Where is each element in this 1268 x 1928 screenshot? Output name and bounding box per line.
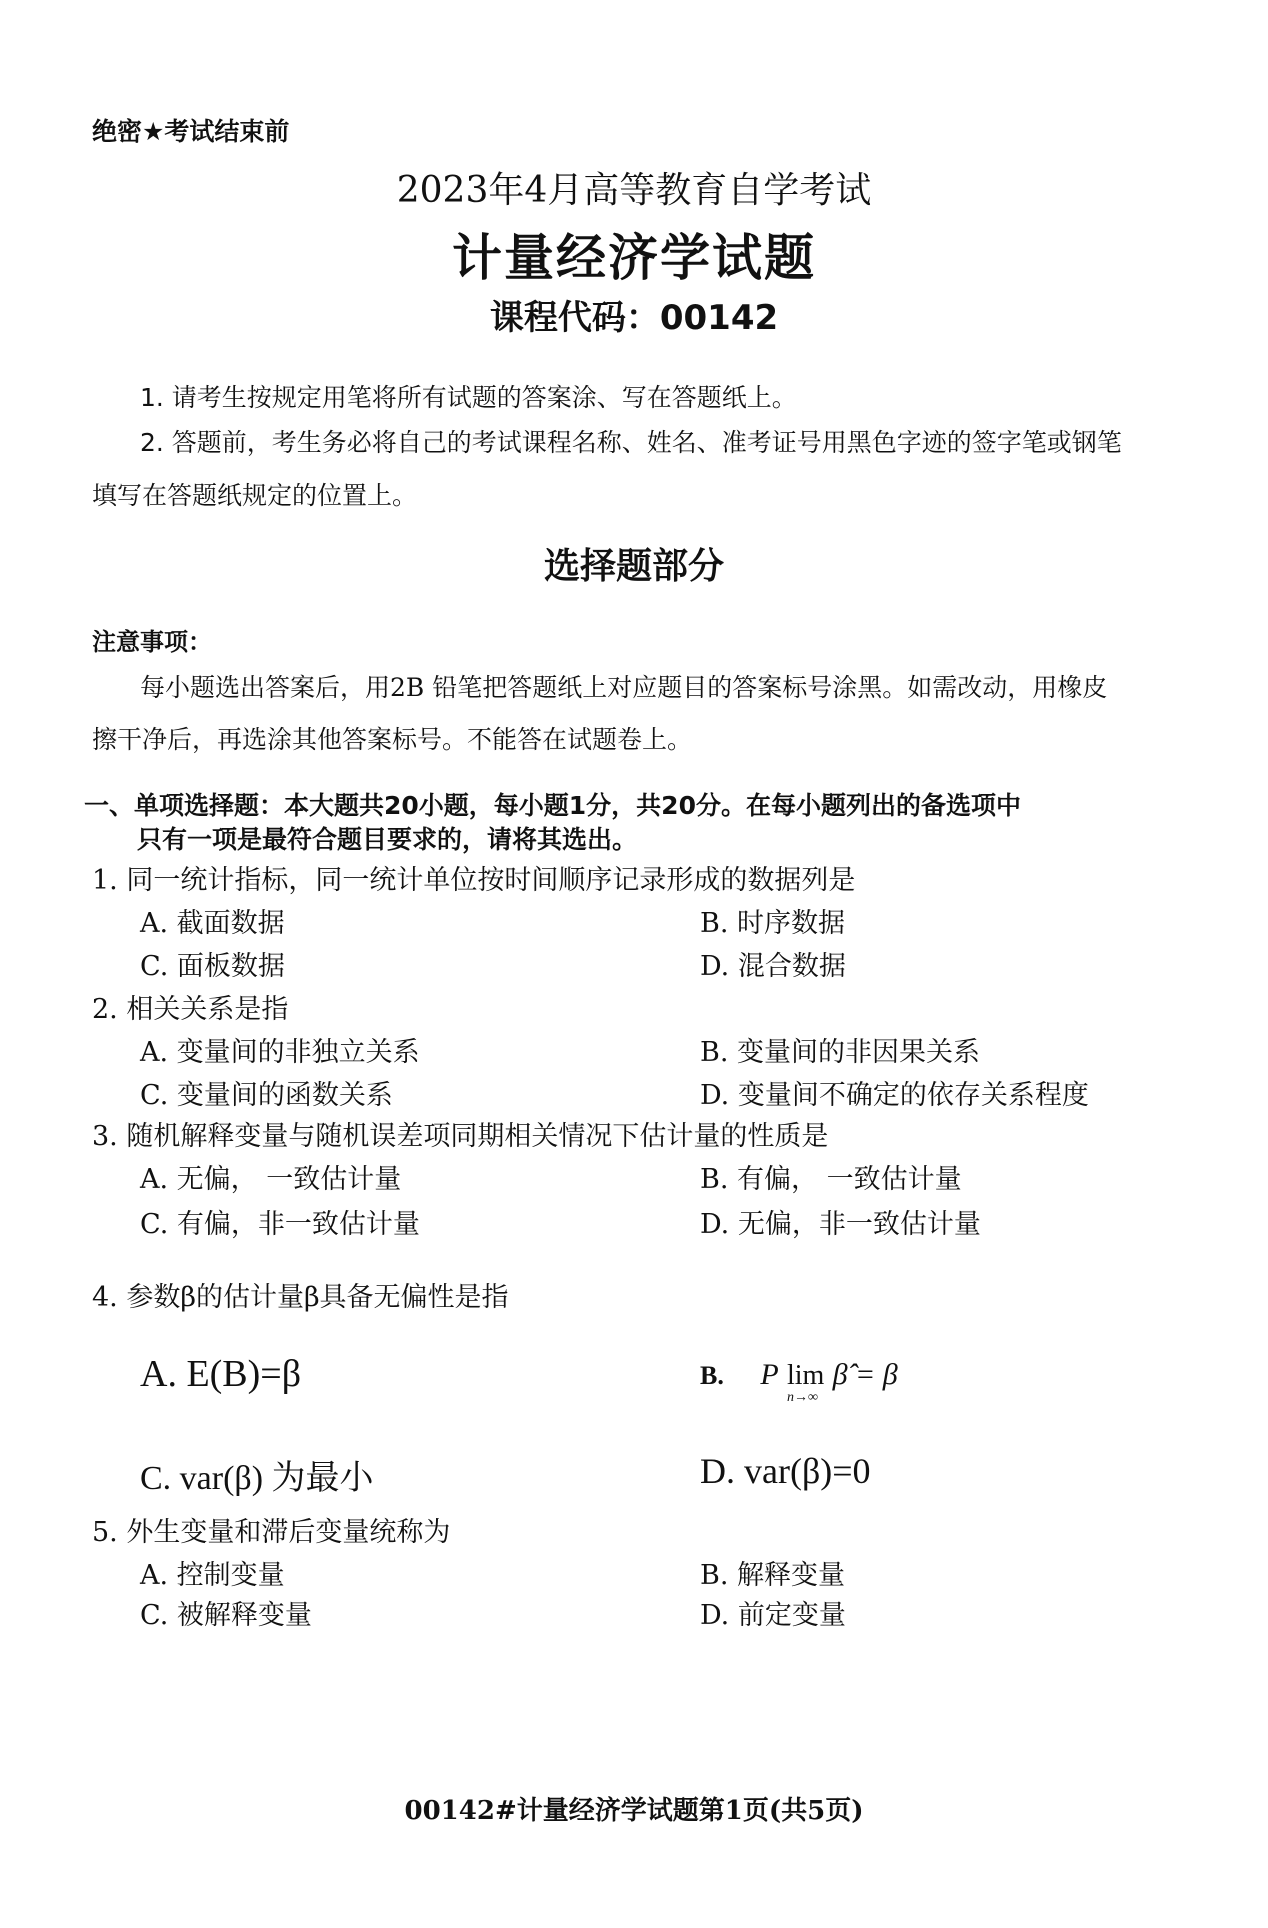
limit-subscript: n→∞ [786, 1390, 818, 1405]
question-3-option-d: D. 无偏，非一致估计量 [700, 1209, 981, 1240]
question-1-option-a: A. 截面数据 [140, 908, 285, 939]
question-4-option-a: A. E(B)=β [140, 1353, 302, 1395]
part1-heading-line1: 一、单项选择题：本大题共20小题，每小题1分，共20分。在每小题列出的备选项中 [84, 791, 1021, 820]
question-4-option-c: C. var(β) 为最小 [140, 1460, 374, 1497]
notice-line-1: 每小题选出答案后，用2B 铅笔把答题纸上对应题目的答案标号涂黑。如需改动，用橡皮 [140, 673, 1108, 702]
question-3-option-c: C. 有偏，非一致估计量 [140, 1209, 420, 1240]
option-b-label: B. [700, 1361, 724, 1390]
question-3-option-b: B. 有偏， 一致估计量 [700, 1164, 962, 1195]
course-code: 课程代码：00142 [489, 298, 779, 338]
instruction-2: 2. 答题前，考生务必将自己的考试课程名称、姓名、准考证号用黑色字迹的签字笔或钢笔 [140, 428, 1122, 457]
notice-line-2: 擦干净后，再选涂其他答案标号。不能答在试题卷上。 [92, 725, 693, 754]
question-1-option-d: D. 混合数据 [700, 951, 846, 982]
instruction-1: 1. 请考生按规定用笔将所有试题的答案涂、写在答题纸上。 [140, 383, 797, 412]
limit-expression: β̂ = β [832, 1358, 898, 1391]
question-5-stem: 5. 外生变量和滞后变量统称为 [92, 1517, 451, 1548]
question-5-option-c: C. 被解释变量 [140, 1600, 312, 1631]
question-1-stem: 1. 同一统计指标，同一统计单位按时间顺序记录形成的数据列是 [92, 865, 856, 896]
question-3-option-a: A. 无偏， 一致估计量 [140, 1164, 402, 1195]
question-5-option-d: D. 前定变量 [700, 1600, 846, 1631]
confidentiality-mark: 绝密★考试结束前 [92, 117, 290, 146]
part1-heading-line2: 只有一项是最符合题目要求的，请将其选出。 [137, 825, 638, 854]
question-2-option-a: A. 变量间的非独立关系 [140, 1037, 420, 1068]
exam-title: 2023年4月高等教育自学考试 [396, 170, 872, 211]
question-5-option-b: B. 解释变量 [700, 1560, 846, 1591]
question-2-stem: 2. 相关关系是指 [92, 994, 289, 1025]
question-3-stem: 3. 随机解释变量与随机误差项同期相关情况下估计量的性质是 [92, 1121, 829, 1152]
prob-symbol: P [760, 1358, 779, 1391]
question-4-option-d: D. var(β)=0 [700, 1451, 871, 1491]
question-2-option-c: C. 变量间的函数关系 [140, 1080, 393, 1111]
instruction-2-cont: 填写在答题纸规定的位置上。 [92, 481, 418, 510]
limit-operator [786, 1360, 825, 1405]
question-4-stem: 4. 参数β的估计量β具备无偏性是指 [92, 1282, 509, 1313]
question-1-option-b: B. 时序数据 [700, 908, 846, 939]
question-2-option-d: D. 变量间不确定的依存关系程度 [700, 1080, 1089, 1111]
subject-title: 计量经济学试题 [452, 229, 816, 287]
lim-text: lim [786, 1360, 825, 1391]
question-2-option-b: B. 变量间的非因果关系 [700, 1037, 981, 1068]
question-5-option-a: A. 控制变量 [140, 1560, 285, 1591]
section-title: 选择题部分 [543, 546, 724, 587]
question-4-option-b [700, 1358, 898, 1405]
page-footer: 00142#计量经济学试题第1页(共5页) [404, 1796, 864, 1826]
question-1-option-c: C. 面板数据 [140, 951, 285, 982]
notice-label: 注意事项： [92, 628, 212, 656]
